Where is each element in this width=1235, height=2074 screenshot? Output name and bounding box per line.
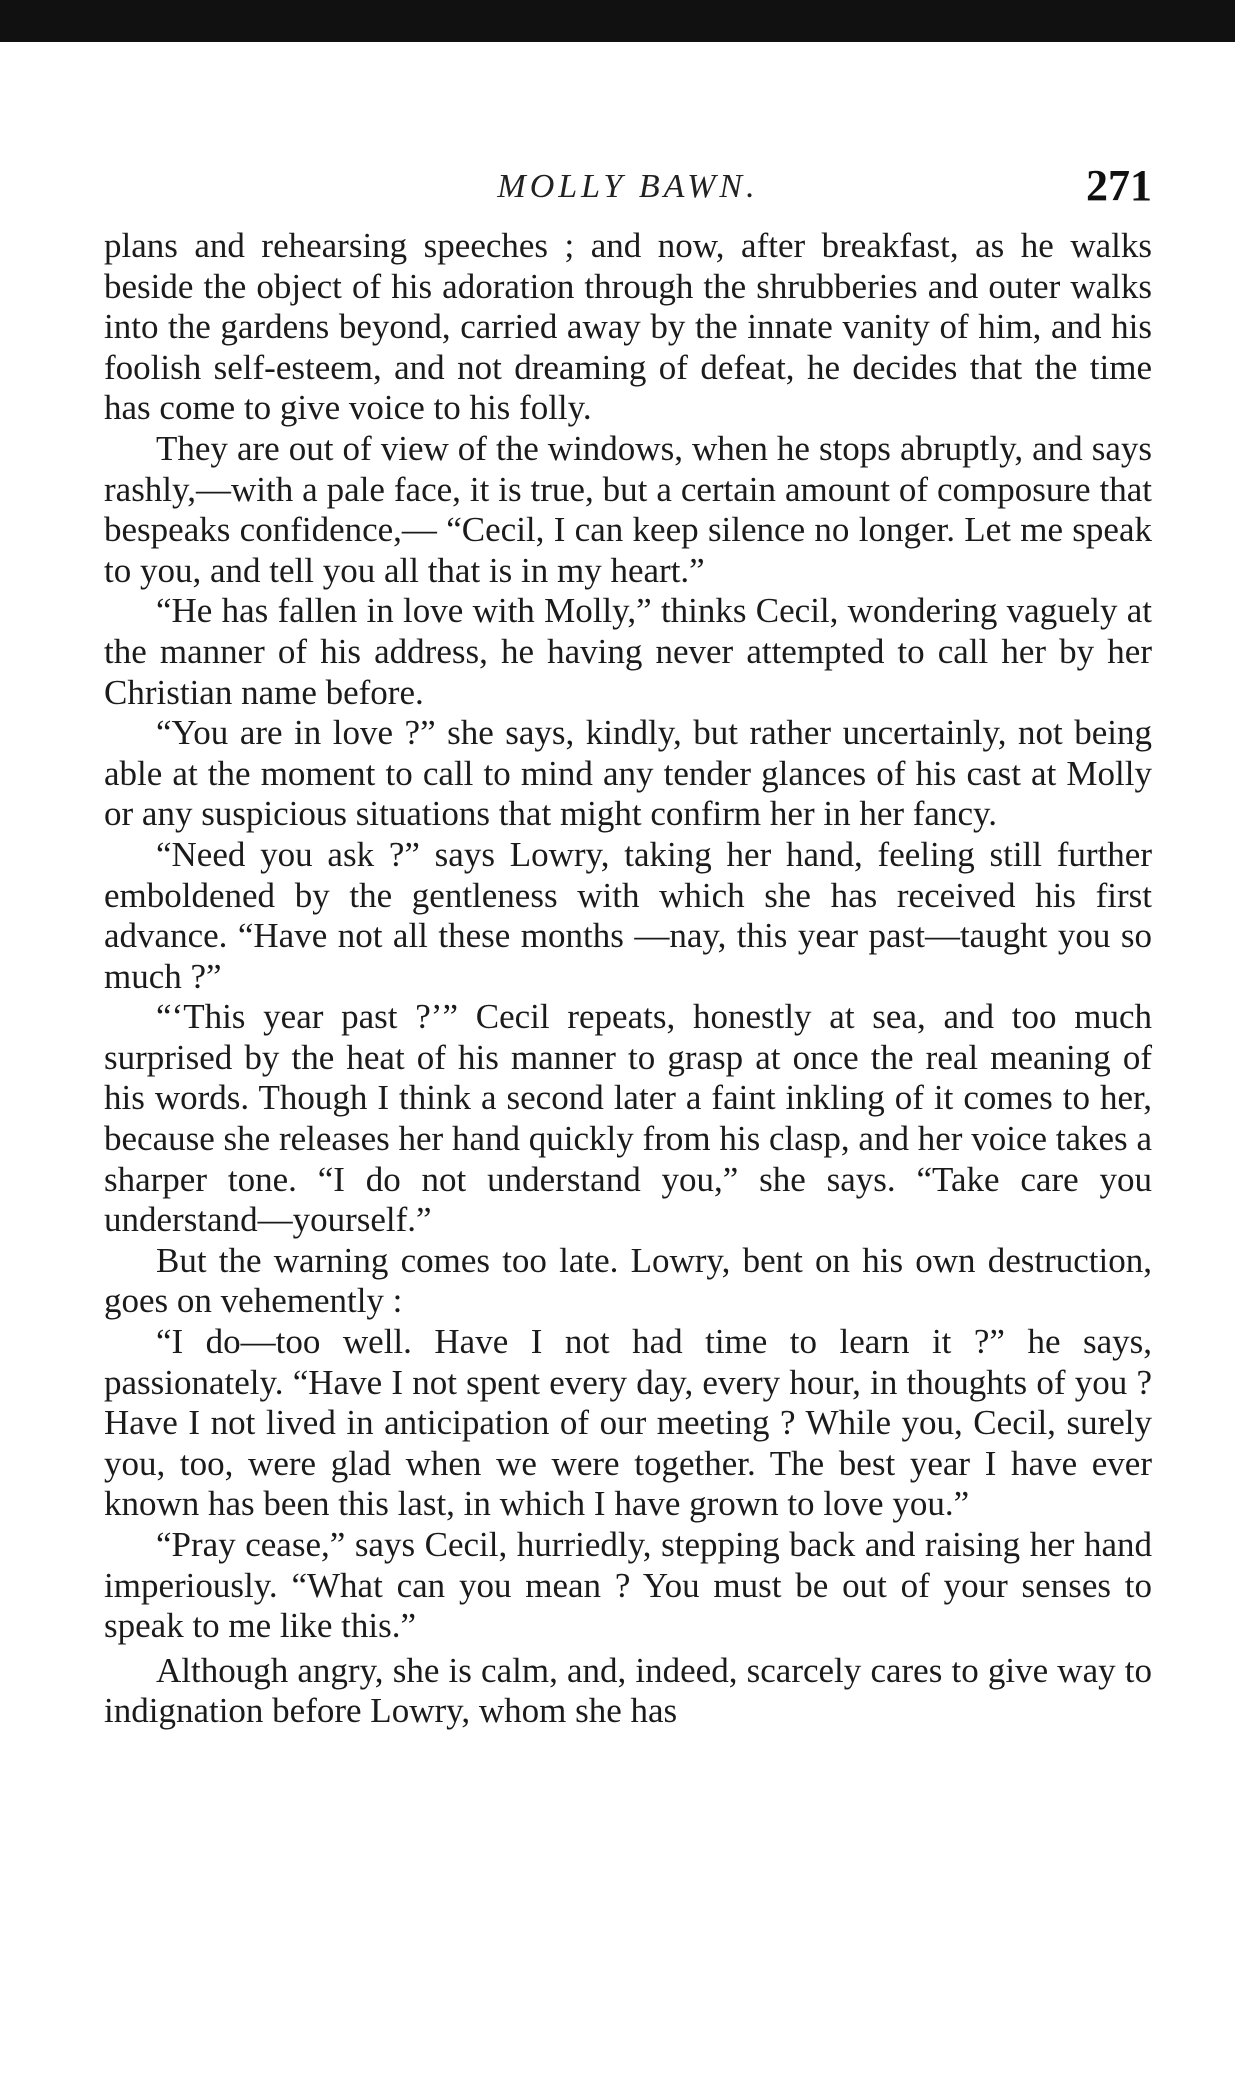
paragraph: But the warning comes too late. Lowry, bent on his own destruction, goes on vehemently : [104,1240,1152,1321]
paragraph: They are out of view of the windows, when he stops abruptly, and says rashly,—with a pale face, it is true, but a certain amount of composure that bespeaks confidence,— “Cecil, I can keep silence no longer. Let me speak to you, and tell you all that is in my heart.” [104,428,1152,590]
paragraph: plans and rehearsing speeches ; and now, after breakfast, as he walks beside the object of his adoration through the shrubberies and outer walks into the gardens beyond, carried away by the innate vanity of him, and his foolish self-esteem, and not dreaming of defeat, he decides that the time has come to give voice to his folly. [104,226,1152,428]
paragraph: “Pray cease,” says Cecil, hurriedly, stepping back and raising her hand imperiously. “What can you mean ? You must be out of your senses to speak to me like this.” [104,1525,1152,1646]
scan-top-edge [0,0,1235,42]
running-header [104,160,1152,226]
paragraph: “He has fallen in love with Molly,” thinks Cecil, wondering vaguely at the manner of his address, he having never attempted to call her by her Christian name before. [104,591,1152,712]
page-number: 271 [1086,161,1152,210]
paragraph: “I do—too well. Have I not had time to learn it ?” he says, passionately. “Have I not spent every day, every hour, in thoughts of you ? Have I not lived in anticipation of our meeting ? While you, Cecil, surely you, too, were glad when we were together. The best year I have ever known has been this last, in which I have grown to love you.” [104,1322,1152,1524]
paragraph: “You are in love ?” she says, kindly, but rather uncertainly, not being able at the moment to call to mind any tender glances of his cast at Molly or any suspicious situations that might confirm her in her fancy. [104,713,1152,834]
book-page [104,160,1152,1732]
running-title: MOLLY BAWN. [497,168,759,205]
paragraph: Although angry, she is calm, and, indeed, scarcely cares to give way to indignation before Lowry, whom she has [104,1650,1152,1731]
paragraph: “Need you ask ?” says Lowry, taking her hand, feeling still further emboldened by the gentleness with which she has received his first advance. “Have not all these months —nay, this year past—taught you so much ?” [104,834,1152,996]
body-text [104,226,1152,1732]
paragraph: “‘This year past ?’” Cecil repeats, honestly at sea, and too much surprised by the heat of his manner to grasp at once the real meaning of his words. Though I think a second later a faint inkling of it comes to her, because she releases her hand quickly from his clasp, and her voice takes a sharper tone. “I do not understand you,” she says. “Take care you understand—yourself.” [104,997,1152,1240]
